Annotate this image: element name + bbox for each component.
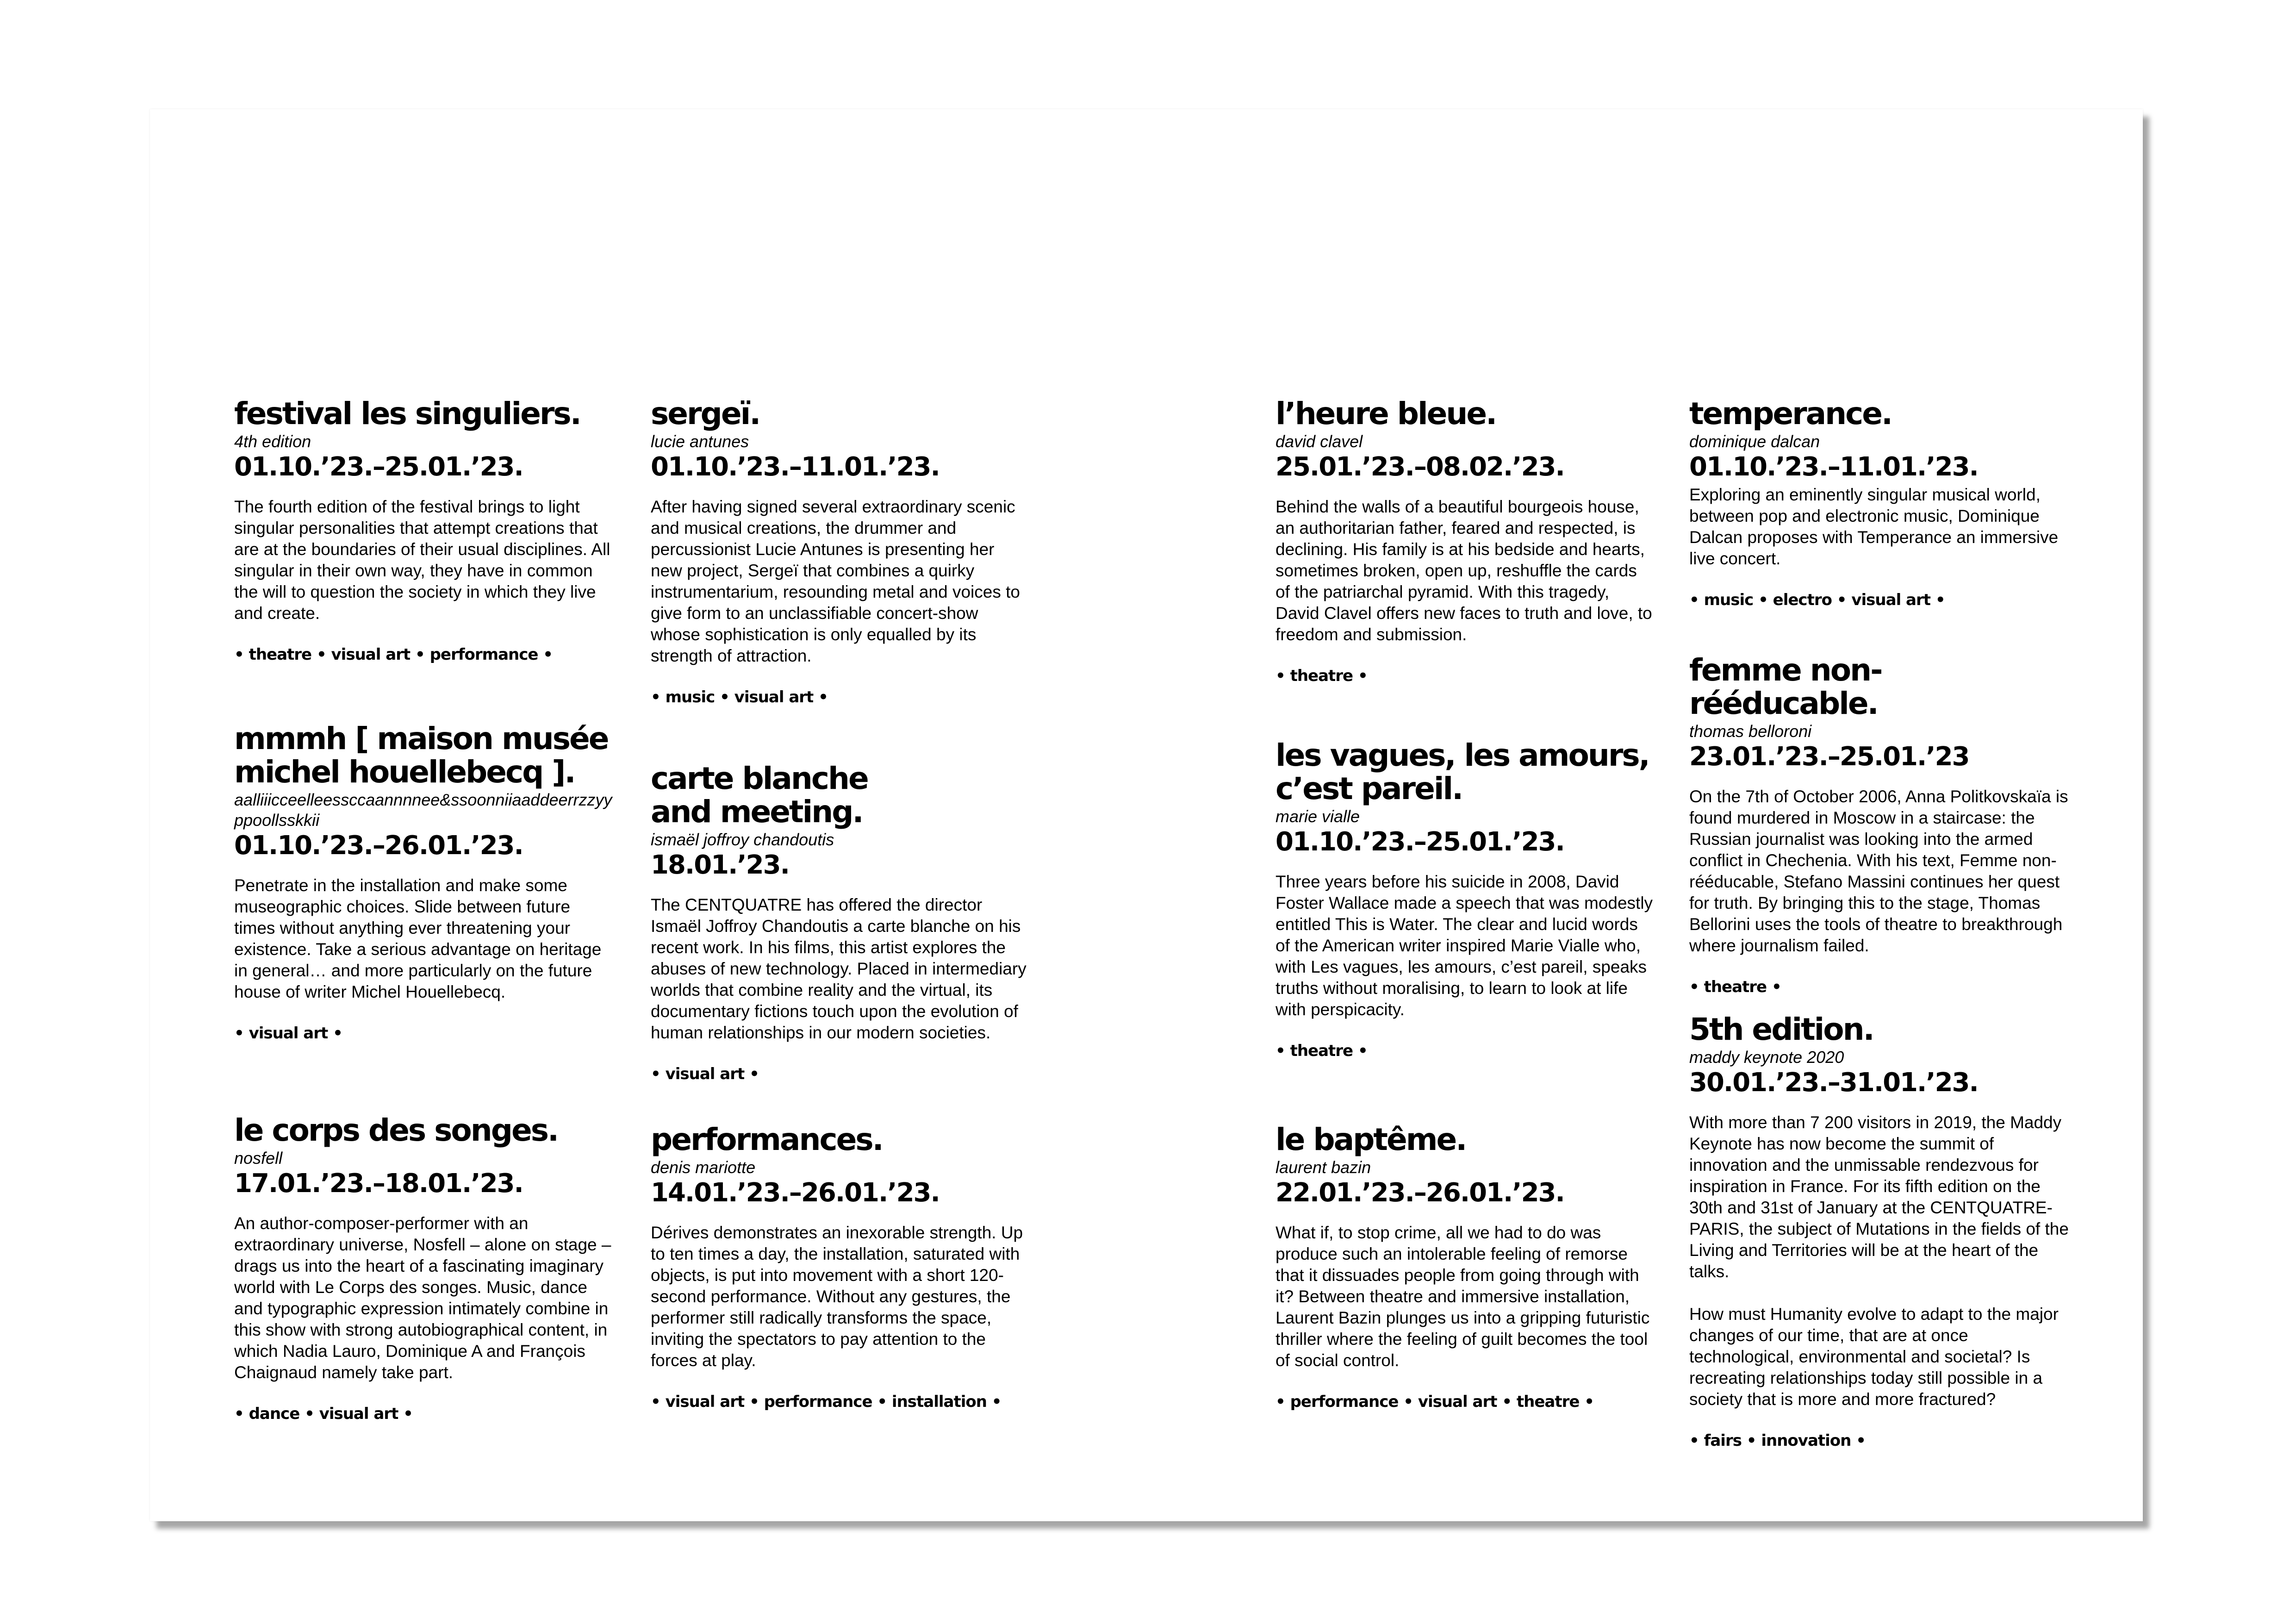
- event-title: sergeï.: [651, 396, 760, 431]
- event-dates: 01.10.’23.–25.01.’23.: [234, 452, 523, 482]
- event-entry: [1689, 654, 2069, 997]
- event-description: The fourth edition of the festival brings to light singular personalities that attempt creations that are at the boundaries of their usual disciplines. All singular in their own way, they have in common the will to question the society in which they live and create.: [234, 497, 610, 623]
- event-subtitle: ismaël joffroy chandoutis: [651, 830, 834, 849]
- event-tags: • theatre •: [1276, 667, 1368, 685]
- event-tags: • performance • visual art • theatre •: [1276, 1393, 1594, 1411]
- event-tags: • theatre •: [1689, 978, 1781, 996]
- event-entry: [1689, 1013, 2069, 1451]
- event-dates: 18.01.’23.: [651, 850, 789, 880]
- event-description: Three years before his suicide in 2008, David Foster Wallace made a speech that was modestly entitled This is Water. The clear and lucid words of the American writer inspired Marie Vialle who, with Les vagues, les amours, c’est pareil, speaks truths without moralising, to learn to look at life with perspicacity.: [1276, 872, 1653, 1019]
- event-title: festival les singuliers.: [234, 396, 580, 431]
- event-entry: [651, 762, 1030, 1084]
- event-subtitle: david clavel: [1276, 432, 1363, 451]
- event-dates: 01.10.’23.–11.01.’23.: [651, 452, 940, 482]
- event-tags: • fairs • innovation •: [1689, 1431, 1866, 1450]
- event-entry: [234, 397, 614, 665]
- event-dates: 17.01.’23.–18.01.’23.: [234, 1168, 523, 1199]
- event-title: femme non-rééducable.: [1689, 652, 1882, 721]
- event-subtitle: laurent bazin: [1276, 1158, 1371, 1177]
- event-subtitle: lucie antunes: [651, 432, 749, 451]
- event-title: mmmh [ maison musée michel houellebecq ].: [234, 721, 608, 790]
- event-title: le baptême.: [1276, 1122, 1466, 1157]
- event-tags: • theatre •: [1276, 1042, 1368, 1060]
- event-subtitle: aalliiicceelleessccaannnnee&ssoonniiaaddeerrzzyyppoollsskkii: [234, 790, 612, 830]
- event-description: With more than 7 200 visitors in 2019, the Maddy Keynote has now become the summit of innovation and the unmissable rendezvous for inspiration in France. For its fifth edition on the 30th and 31st of January at the CENTQUATRE-PARIS, the subject of Mutations in the fields of the Living and Territories will be at the heart of the talks.: [1689, 1113, 2069, 1281]
- event-entry: [1276, 739, 1655, 1061]
- event-description: What if, to stop crime, all we had to do was produce such an intolerable feeling of remorse that it dissuades people from going through with it? Between theatre and immersive installation, Laurent Bazin plunges us into a gripping futuristic thriller where the feeling of guilt becomes the tool of social control.: [1276, 1223, 1650, 1370]
- event-tags: • visual art • performance • installation •: [651, 1393, 1002, 1411]
- event-title: les vagues, les amours, c’est pareil.: [1276, 737, 1649, 806]
- event-tags: • theatre • visual art • performance •: [234, 645, 553, 664]
- event-tags: • dance • visual art •: [234, 1405, 413, 1423]
- event-entry: [1276, 1123, 1655, 1412]
- event-entry: [651, 1123, 1030, 1412]
- event-tags: • music • electro • visual art •: [1689, 591, 1945, 609]
- event-dates: 25.01.’23.–08.02.’23.: [1276, 452, 1564, 482]
- brochure-sheet: [150, 109, 2143, 1521]
- event-dates: 22.01.’23.–26.01.’23.: [1276, 1178, 1564, 1208]
- event-description: An author-composer-performer with an extraordinary universe, Nosfell – alone on stage – drags us into the heart of a fascinating imaginary world with Le Corps des songes. Music, dance and typographic expression intimately combine in this show with strong autobiographical content, in which Nadia Lauro, Dominique A and François Chaignaud namely take part.: [234, 1214, 611, 1382]
- event-description: On the 7th of October 2006, Anna Politkovskaïa is found murdered in Moscow in a staircase: the Russian journalist was looking into the armed conflict in Chechenia. With his text, Femme non-rééducable, Stefano Massini continues her quest for truth. By bringing this to the stage, Thomas Bellorini uses the tools of theatre to breakthrough where journalism failed.: [1689, 787, 2068, 955]
- event-entry: [1689, 397, 2069, 610]
- event-entry: [234, 1114, 614, 1424]
- event-title: temperance.: [1689, 396, 1892, 431]
- event-description: After having signed several extraordinary scenic and musical creations, the drummer and percussionist Lucie Antunes is presenting her new project, Sergeï that combines a quirky instrumentarium, resounding metal and voices to give form to an unclassifiable concert-show whose sophistication is only equalled by its strength of attraction.: [651, 497, 1020, 665]
- event-subtitle: denis mariotte: [651, 1158, 756, 1177]
- event-dates: 01.10.’23.–26.01.’23.: [234, 831, 523, 861]
- event-subtitle: nosfell: [234, 1149, 283, 1168]
- event-dates: 01.10.’23.–11.01.’23.: [1689, 452, 1978, 482]
- event-tags: • music • visual art •: [651, 688, 828, 706]
- event-dates: 14.01.’23.–26.01.’23.: [651, 1178, 940, 1208]
- event-tags: • visual art •: [234, 1024, 342, 1043]
- event-subtitle: dominique dalcan: [1689, 432, 1820, 451]
- event-title: le corps des songes.: [234, 1112, 558, 1148]
- event-description: The CENTQUATRE has offered the director Ismaël Joffroy Chandoutis a carte blanche on his recent work. In his films, this artist explores the abuses of new technology. Placed in intermediary worlds that combine reality and the virtual, its documentary fictions touch upon the evolution of human relationships in our modern societies.: [651, 895, 1027, 1042]
- event-title: performances.: [651, 1122, 883, 1157]
- event-description: Behind the walls of a beautiful bourgeois house, an authoritarian father, feared and respected, is declining. His family is at his bedside and hearts, sometimes broken, open up, reshuffle the cards of the patriarchal pyramid. With this tragedy, David Clavel offers new faces to truth and love, to freedom and submission.: [1276, 497, 1652, 644]
- event-title: carte blanche and meeting.: [651, 761, 868, 830]
- event-subtitle: 4th edition: [234, 432, 311, 451]
- event-subtitle: marie vialle: [1276, 807, 1360, 826]
- event-subtitle: thomas belloroni: [1689, 722, 1812, 741]
- event-title: l’heure bleue.: [1276, 396, 1496, 431]
- event-entry: [234, 722, 614, 1043]
- event-description: Dérives demonstrates an inexorable strength. Up to ten times a day, the installation, saturated with objects, is put into movement with a short 120-second performance. Without any gestures, the performer still radically transforms the space, inviting the spectators to pay attention to the forces at play.: [651, 1223, 1023, 1370]
- event-tags: • visual art •: [651, 1065, 759, 1083]
- event-description: Exploring an eminently singular musical world, between pop and electronic music, Dominique Dalcan proposes with Temperance an immersive live concert.: [1689, 485, 2059, 568]
- event-title: 5th edition.: [1689, 1012, 1873, 1047]
- event-description: Penetrate in the installation and make some museographic choices. Slide between future times without anything ever threatening your existence. Take a serious advantage on heritage in general… and more particularly on the future house of writer Michel Houellebecq.: [234, 876, 602, 1001]
- event-subtitle: maddy keynote 2020: [1689, 1048, 1844, 1067]
- event-dates: 30.01.’23.–31.01.’23.: [1689, 1068, 1978, 1098]
- event-dates: 23.01.’23.–25.01.’23: [1689, 742, 1969, 772]
- event-entry: [651, 397, 1030, 707]
- event-dates: 01.10.’23.–25.01.’23.: [1276, 827, 1564, 857]
- event-entry: [1276, 397, 1655, 686]
- event-description-extra: How must Humanity evolve to adapt to the major changes of our time, that are at once technological, environmental and societal? Is recreating relationships today still possible in a society that is more and more fractured?: [1689, 1305, 2059, 1409]
